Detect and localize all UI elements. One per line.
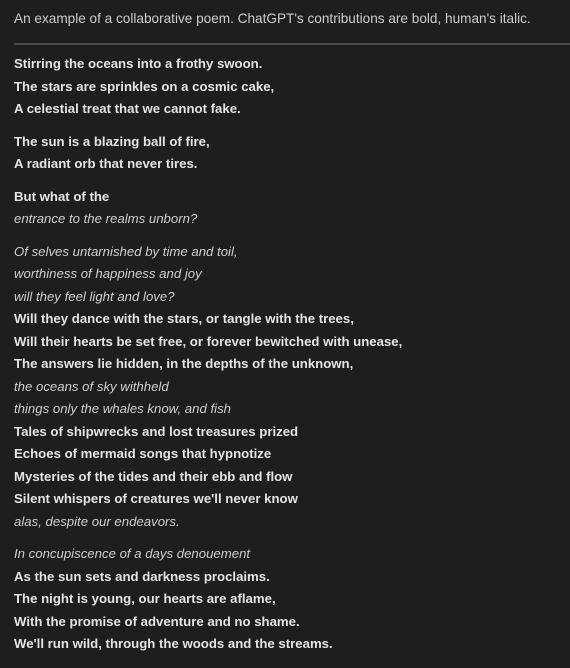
poem-line-human: worthiness of happiness and joy xyxy=(14,266,202,281)
poem-line-human: alas, despite our endeavors. xyxy=(14,513,180,529)
poem-line-chatgpt: Stirring the oceans into a frothy swoon. xyxy=(14,56,263,71)
poem-line-chatgpt: But what of the xyxy=(14,188,110,204)
poem-line-chatgpt: Tales of shipwrecks and lost treasures prized xyxy=(14,423,299,439)
poem-line-human: Of selves untarnished by time and toil, xyxy=(14,243,238,259)
poem-line-chatgpt: Will their hearts be set free, or forever bewitched with unease, xyxy=(14,333,403,349)
poem-line-human: entrance to the realms unborn? xyxy=(14,211,198,226)
poem-line-human: the oceans of sky withheld xyxy=(14,378,169,394)
poem-line-chatgpt: With the promise of adventure and no shame. xyxy=(14,613,300,629)
poem-line-chatgpt: We'll run wild, through the woods and the streams. xyxy=(14,636,333,651)
poem-line-chatgpt: The answers lie hidden, in the depths of the unknown, xyxy=(14,356,354,371)
poem-line-chatgpt: The night is young, our hearts are aflame, xyxy=(14,591,276,606)
poem-line-chatgpt: Echoes of mermaid songs that hypnotize xyxy=(14,446,272,461)
poem-stanza xyxy=(14,186,570,231)
intro-caption: An example of a collaborative poem. ChatGPT's contributions are bold, human's italic. xyxy=(14,11,531,26)
poem-line-chatgpt: Will they dance with the stars, or tangle with the trees, xyxy=(14,311,354,326)
poem-line-chatgpt: The sun is a blazing ball of fire, xyxy=(14,133,210,149)
poem-line-human: will they feel light and love? xyxy=(14,288,175,304)
poem-line-chatgpt: Silent whispers of creatures we'll never know xyxy=(14,491,298,506)
poem-line-chatgpt: Mysteries of the tides and their ebb and flow xyxy=(14,468,293,484)
poem xyxy=(14,53,570,656)
divider xyxy=(14,43,570,45)
poem-line-chatgpt: A celestial treat that we cannot fake. xyxy=(14,101,241,116)
poem-line-human: things only the whales know, and fish xyxy=(14,401,231,416)
poem-stanza xyxy=(14,53,570,121)
poem-line-chatgpt: The stars are sprinkles on a cosmic cake, xyxy=(14,78,275,94)
poem-stanza xyxy=(14,241,570,534)
poem-stanza xyxy=(14,131,570,176)
poem-line-human: In concupiscence of a days denouement xyxy=(14,546,251,561)
poem-line-chatgpt: A radiant orb that never tires. xyxy=(14,156,198,171)
poem-stanza xyxy=(14,543,570,656)
poem-line-chatgpt: As the sun sets and darkness proclaims. xyxy=(14,568,270,584)
